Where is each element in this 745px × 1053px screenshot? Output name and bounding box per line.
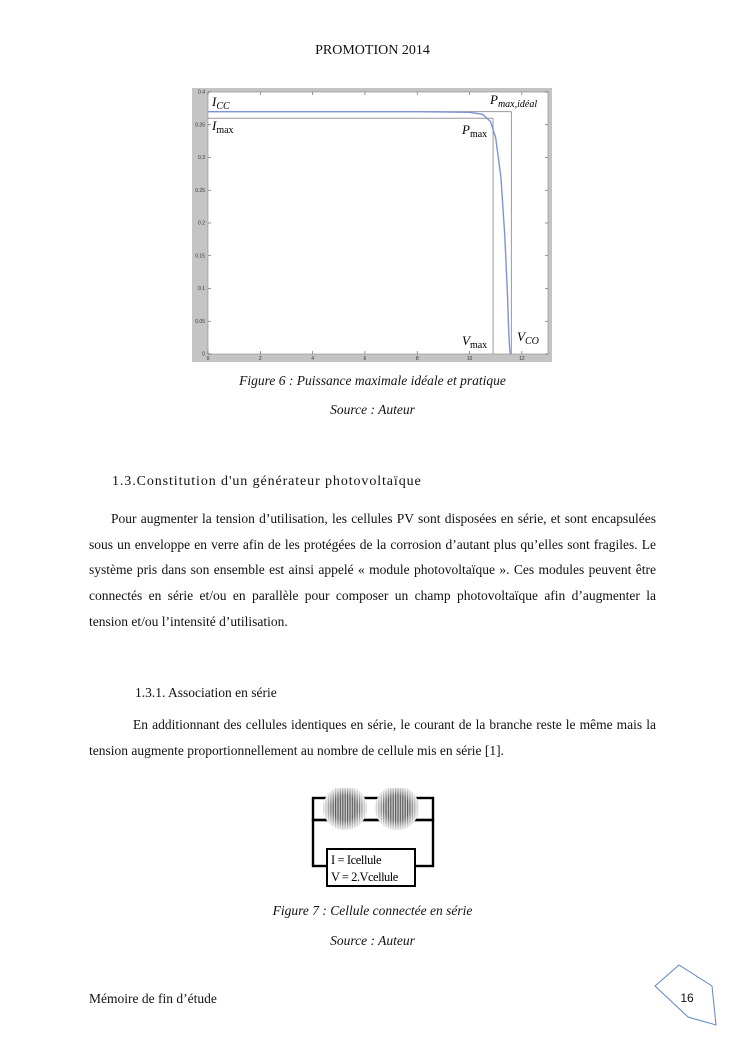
section-paragraph [89,506,656,635]
current-label: I = Icellule [331,853,382,867]
y-tick-label: 0.4 [198,89,205,96]
y-tick-label: 0.1 [198,286,205,292]
x-tick-label: 0 [206,356,210,362]
y-tick-label: 0 [202,351,205,358]
subsection-paragraph-text: En additionnant des cellules identiques en série, le courant de la branche reste le même mais la tension augmente proportionnellement au nombre de cellule mis en série [1]. [89,717,656,758]
y-tick-label: 0.35 [195,122,205,129]
figure-6-source: Source : Auteur [330,402,415,417]
figure-7-caption: Figure 7 : Cellule connectée en série [272,903,473,918]
section-number: 1.3. [112,474,137,489]
footer-text: Mémoire de fin d’étude [89,991,217,1006]
page-number: 16 [680,991,694,1005]
subsection-paragraph [89,712,656,763]
y-tick-label: 0.15 [195,253,205,260]
voltage-label: V = 2.Vcellule [331,870,398,884]
x-tick-label: 4 [311,356,315,362]
section-title: Constitution d'un générateur photovoltaïque [136,474,422,489]
section-heading [112,474,422,490]
iv-curve-chart [192,88,552,362]
label-vmax: $V_{max}$ [462,333,488,351]
y-tick-label: 0.2 [198,220,205,227]
y-tick-label: 0.25 [195,187,205,194]
figure-6-caption: Figure 6 : Puissance maximale idéale et pratique [239,373,506,388]
series-cells-diagram [311,788,435,888]
label-pmax-ideal: $P_{max,idéal}$ [490,92,538,110]
label-vco: $V_{CO}$ [517,329,539,347]
subsection-heading: 1.3.1. Association en série [135,685,277,700]
x-tick-label: 8 [415,356,419,362]
pv-cell-1-edge [323,788,367,830]
label-pmax: $P_{max}$ [462,122,488,140]
y-tick-label: 0.05 [195,318,205,325]
figure-7-source: Source : Auteur [330,933,415,948]
pv-cell-2-edge [375,788,419,830]
y-tick-label: 0.3 [198,155,205,161]
label-imax: $I_{max}$ [212,118,234,136]
x-tick-label: 6 [363,356,367,362]
label-icc: $I_{CC}$ [212,94,230,112]
page-header: PROMOTION 2014 [315,43,430,58]
plot-area [208,92,548,354]
section-paragraph-text: Pour augmenter la tension d’utilisation, les cellules PV sont disposées en série, et sont encapsulées sous un enveloppe en verre afin de les protégées de la corrosion d’autant plus qu’elles sont fragiles. Le système pris dans son ensemble est ainsi appelé « module photovoltaïque ». Ces modules peuvent être connectés en série et/ou en parallèle pour composer un champ photovoltaïque afin d’augmenter la tension et/ou l’intensité d’utilisation. [89,511,656,629]
x-tick-label: 12 [519,356,525,362]
x-tick-label: 10 [466,356,473,362]
x-tick-label: 2 [258,356,262,362]
